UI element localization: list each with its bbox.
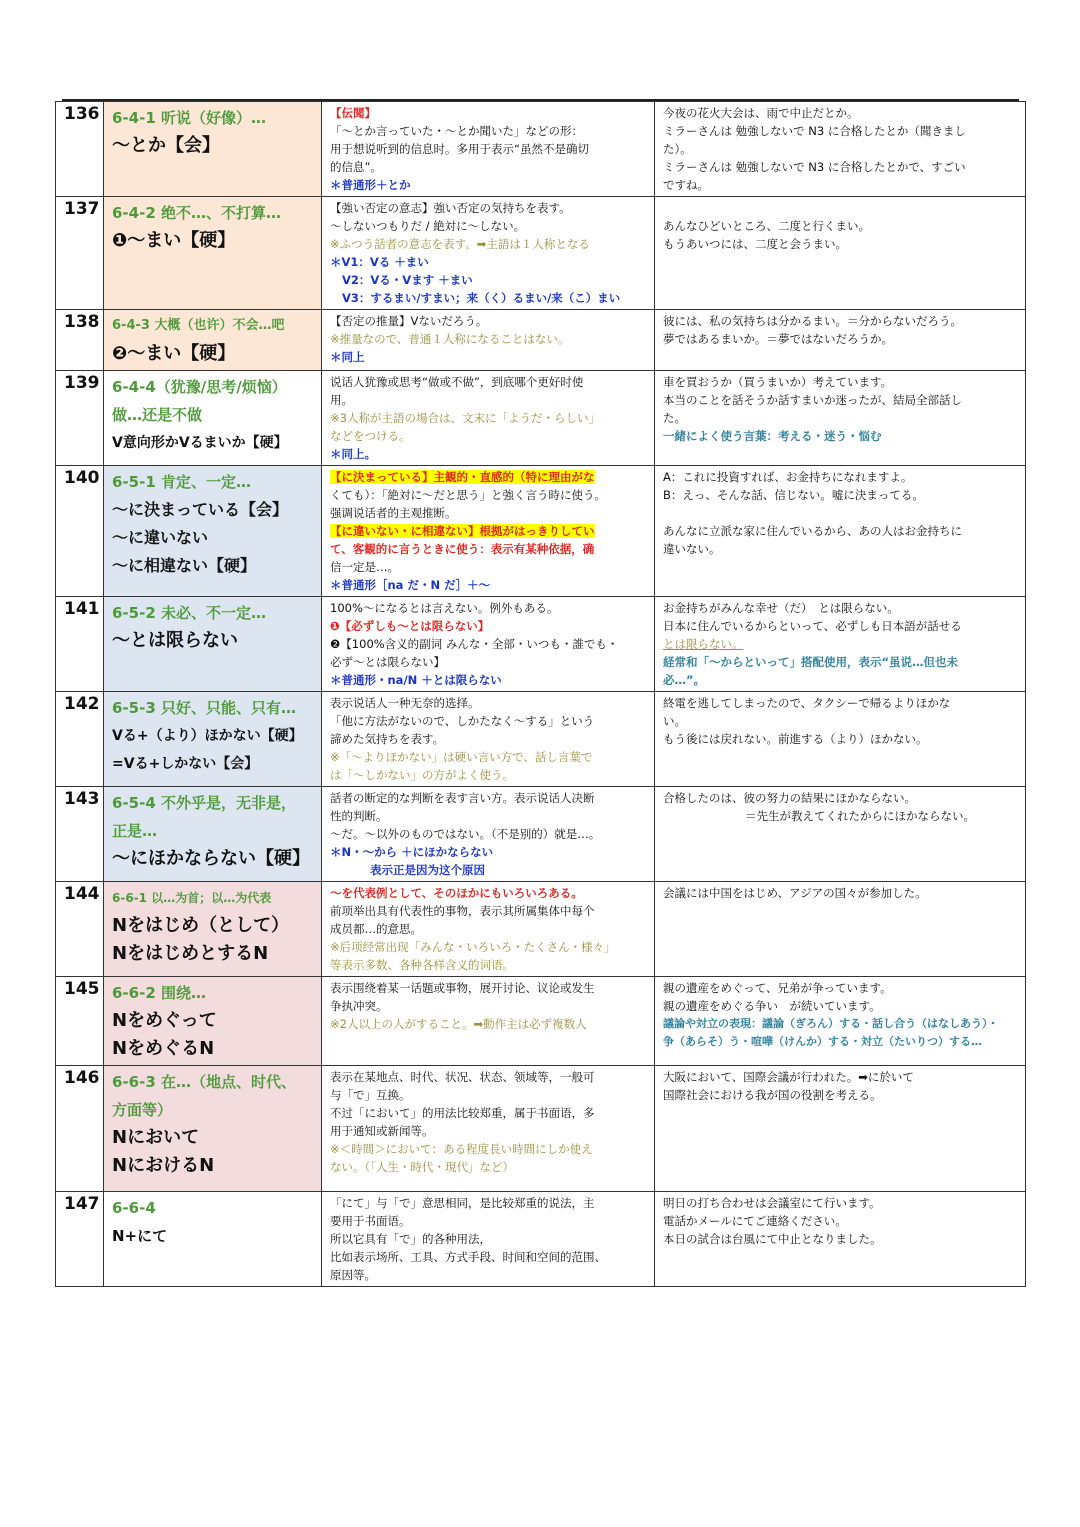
row-number: 139	[56, 371, 104, 466]
row-number: 140	[56, 466, 104, 597]
pattern-name: Vる+（より）ほかない【硬】	[112, 728, 303, 744]
explanation-cell: 「にて」与「で」意思相同，是比较郑重的说法，主 要用于书面语。 所以它具有「で」的各种用法， 比如表示场所、工具、方式手段、时间和空间的范围、 原因等。	[322, 1192, 655, 1287]
category-label: 6-6-2 围绕…	[112, 984, 206, 1002]
category-label: 6-4-1 听说（好像）…	[112, 109, 266, 127]
category-label: 做…还是不做	[112, 406, 203, 424]
table-row	[56, 371, 1026, 466]
pattern-cell	[104, 882, 322, 977]
explanation-cell: 表示在某地点、时代、状况、状态、领域等，一般可 与「で」互换。 不过「において」的用法比较郑重，属于书面语，多 用于通知或新闻等。 ※＜時間＞において：ある程度長い時間にしか使え ない。（「人生・時代・現代」など）	[322, 1066, 655, 1192]
explanation-cell: 【伝聞】 「～とか言っていた・～とか聞いた」などの形： 用于想说听到的信息时。多用于表示“虽然不是确切 的信息”。 ＊普通形＋とか	[322, 102, 655, 197]
explanation-cell: 说话人犹豫或思考“做或不做”，到底哪个更好时使 用。 ※3人称が主語の場合は、文末に「ようだ・らしい」 などをつける。 ＊同上。	[322, 371, 655, 466]
row-number: 137	[56, 197, 104, 310]
pattern-name: ～に決まっている【会】	[112, 500, 289, 519]
explanation-cell: 表示说话人一种无奈的选择。 「他に方法がないので、しかたなく～する」という 諦めた気持ちを表す。 ※「～よりほかない」は硬い言い方で、話し言葉で は「～しかない」の方がよく使う。	[322, 692, 655, 787]
row-number: 141	[56, 597, 104, 692]
pattern-name: NにおけるN	[112, 1155, 215, 1176]
table-row	[56, 310, 1026, 371]
table-row	[56, 597, 1026, 692]
row-number: 146	[56, 1066, 104, 1192]
pattern-cell	[104, 787, 322, 882]
row-number: 136	[56, 102, 104, 197]
table-row	[56, 197, 1026, 310]
explanation-cell: 【強い否定の意志】強い否定の気持ちを表す。 ～しないつもりだ / 絶対に～しない。 ※ふつう話者の意志を表す。➡主語は１人称となる ＊V1：Vる ＋まい V2：Vる・Vます ＋まい V3：するまい/すまい；来（く）るまい/来（こ）まい	[322, 197, 655, 310]
pattern-name: NをめぐるN	[112, 1038, 215, 1059]
category-label: 6-5-4 不外乎是，无非是，	[112, 794, 296, 812]
category-label: 方面等）	[112, 1101, 173, 1119]
example-cell: お金持ちがみんな幸せ（だ） とは限らない。 日本に住んでいるからといって、必ずしも日本語が話せる とは限らない。 経常和「～からといって」搭配使用，表示“虽说…但也未 必…”。	[655, 597, 1026, 692]
pattern-name: ❶～まい【硬】	[112, 230, 236, 251]
pattern-name: Nをめぐって	[112, 1010, 217, 1031]
category-label: 6-6-3 在…（地点、时代、	[112, 1073, 296, 1091]
category-label: 6-4-3 大概（也许）不会…吧	[112, 318, 285, 333]
example-cell: 今夜の花火大会は、雨で中止だとか。 ミラーさんは 勉強しないで N3 に合格したとか（聞きまし た）。 ミラーさんは 勉強しないで N3 に合格したとかで、すごい ですね。	[655, 102, 1026, 197]
row-number: 142	[56, 692, 104, 787]
pattern-name: ～とは限らない	[112, 630, 238, 651]
category-label: 6-4-2 绝不…、不打算…	[112, 204, 281, 222]
example-cell: 会議には中国をはじめ、アジアの国々が参加した。	[655, 882, 1026, 977]
explanation-cell: 【に決まっている】主観的・直感的（特に理由がな くても）：「絶対に～だと思う」と強く言う時に使う。 强调说话者的主观推断。 【に違いない・に相違ない】根拠がはっきりしてい て、客観的に言うときに使う：表示有某种依据，确 信一定是…。 ＊普通形［na だ・N だ］＋～	[322, 466, 655, 597]
pattern-cell	[104, 1192, 322, 1287]
example-cell: 合格したのは、彼の努力の結果にほかならない。 ＝先生が教えてくれたからにほかならない。	[655, 787, 1026, 882]
category-label: 6-6-4	[112, 1199, 156, 1217]
pattern-name: =Vる+しかない【会】	[112, 756, 259, 772]
category-label: 6-5-3 只好、只能、只有…	[112, 699, 296, 717]
explanation-cell: 【否定の推量】Vないだろう。 ※推量なので、普通１人称になることはない。 ＊同上	[322, 310, 655, 371]
table-row	[56, 882, 1026, 977]
example-cell: 親の遺産をめぐって、兄弟が争っています。 親の遺産をめぐる争い が続いています。 議論や対立の表現：議論（ぎろん）する・話し合う（はなしあう）・ 争（あらそ）う・喧嘩（けんか）する・対立（たいりつ）する…	[655, 977, 1026, 1066]
explanation-cell: 100%～になるとは言えない。例外もある。 ❶【必ずしも～とは限らない】 ❷【100%含义的副词 みんな・全部・いつも・誰でも・ 必ず～とは限らない】 ＊普通形・na/N ＋とは限らない	[322, 597, 655, 692]
explanation-cell: 表示围绕着某一话题或事物，展开讨论、议论或发生 争执冲突。 ※2人以上の人がすること。➡動作主は必ず複数人	[322, 977, 655, 1066]
pattern-cell	[104, 310, 322, 371]
table-row	[56, 1066, 1026, 1192]
pattern-name: N+にて	[112, 1227, 168, 1245]
example-cell: A：これに投資すれば、お金持ちになれますよ。 B：えっ、そんな話、信じない。嘘に決まってる。 あんなに立派な家に住んでいるから、あの人はお金持ちに 違いない。	[655, 466, 1026, 597]
pattern-cell	[104, 102, 322, 197]
table-row	[56, 977, 1026, 1066]
pattern-cell	[104, 371, 322, 466]
pattern-name: ～に違いない	[112, 528, 209, 547]
pattern-cell	[104, 597, 322, 692]
category-label: 6-5-1 肯定、一定…	[112, 473, 251, 491]
category-label: 6-6-1 以…为首；以…为代表	[112, 891, 272, 905]
example-cell: あんなひどいところ、二度と行くまい。 もうあいつには、二度と会うまい。	[655, 197, 1026, 310]
row-number: 147	[56, 1192, 104, 1287]
category-label: 6-5-2 未必、不一定…	[112, 604, 266, 622]
pattern-name: ～にほかならない【硬】	[112, 848, 310, 869]
example-cell: 彼には、私の気持ちは分かるまい。＝分からないだろう。 夢ではあるまいか。＝夢ではないだろうか。	[655, 310, 1026, 371]
pattern-name: ～に相違ない【硬】	[112, 556, 257, 575]
example-cell: 大阪において、国際会議が行われた。➡に於いて 国際社会における我が国の役割を考える。	[655, 1066, 1026, 1192]
example-cell: 明日の打ち合わせは会議室にて行います。 電話かメールにてご連絡ください。 本日の試合は台風にて中止となりました。	[655, 1192, 1026, 1287]
row-number: 144	[56, 882, 104, 977]
pattern-cell	[104, 1066, 322, 1192]
pattern-cell	[104, 692, 322, 787]
table-row	[56, 102, 1026, 197]
category-label: 6-4-4（犹豫/思考/烦恼）	[112, 378, 287, 396]
table-row	[56, 1192, 1026, 1287]
pattern-cell	[104, 197, 322, 310]
pattern-name: Nにおいて	[112, 1127, 200, 1148]
explanation-cell: 話者の断定的な判断を表す言い方。表示说话人决断 性的判断。 ～だ。～以外のものではない。（不是别的）就是…。 ＊N・～から ＋にほかならない 表示正是因为这个原因	[322, 787, 655, 882]
pattern-name: Nをはじめ（として）	[112, 915, 290, 936]
example-cell: 車を買おうか（買うまいか）考えています。 本当のことを話そうか話すまいか迷ったが、結局全部話し た。 一緒によく使う言葉：考える・迷う・悩む	[655, 371, 1026, 466]
category-label: 正是…	[112, 822, 158, 840]
pattern-name: V意向形かVるまいか【硬】	[112, 435, 288, 451]
grammar-table	[55, 101, 1026, 1287]
pattern-cell	[104, 466, 322, 597]
table-row	[56, 692, 1026, 787]
pattern-name: ❷～まい【硬】	[112, 343, 236, 364]
pattern-name: ～とか【会】	[112, 135, 220, 156]
row-number: 138	[56, 310, 104, 371]
example-cell: 終電を逃してしまったので、タクシーで帰るよりほかな い。 もう後には戻れない。前進する（より）ほかない。	[655, 692, 1026, 787]
row-number: 145	[56, 977, 104, 1066]
pattern-cell	[104, 977, 322, 1066]
table-row	[56, 787, 1026, 882]
table-row	[56, 466, 1026, 597]
explanation-cell: ～を代表例として、そのほかにもいろいろある。 前项举出具有代表性的事物，表示其所属集体中每个 成员都…的意思。 ※后项经常出现「みんな・いろいろ・たくさん・様々」 等表示多数、各种各样含义的词语。	[322, 882, 655, 977]
row-number: 143	[56, 787, 104, 882]
pattern-name: NをはじめとするN	[112, 943, 269, 964]
